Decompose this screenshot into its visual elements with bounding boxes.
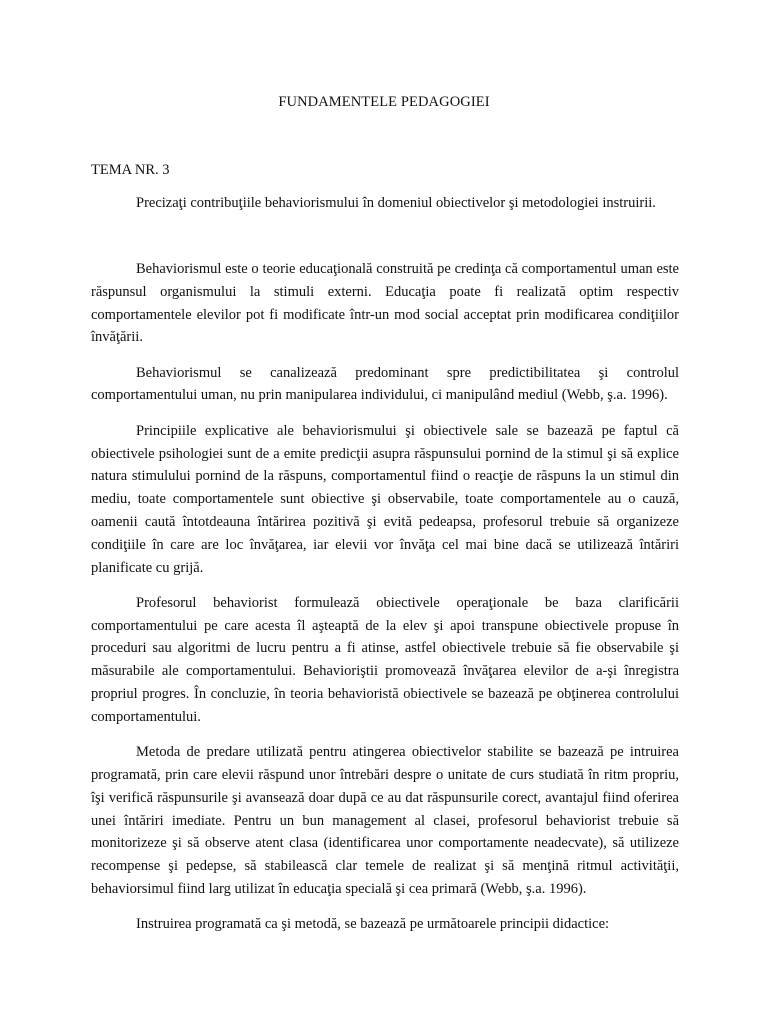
paragraph-predictability: Behaviorismul se canalizează predominant spre predictibilitatea şi controlul comportamentului uman, nu prin manipularea individului, ci manipulând mediul (Webb, ş.a. 1996). (91, 364, 679, 404)
document-body (91, 258, 679, 949)
paragraph-programmed-instruction: Instruirea programată ca şi metodă, se bazează pe următoarele principii didactice: (136, 916, 610, 933)
document-title: FUNDAMENTELE PEDAGOGIEI (278, 94, 490, 110)
paragraph-teaching-method: Metoda de predare utilizată pentru atingerea obiectivelor stabilite se bazează pe intruirea programată, prin care elevii răspund unor întrebări despre o unitate de curs studiată în ritm propriu, îşi verifică răspunsurile şi avansează doar după ce au dat răspunsurile corect, avantajul fiind oferirea unei întăriri imediate. Pentru un bun management al clasei, profesorul behaviorist trebuie să monitorizeze şi să observe atent clasa (identificarea unor comportamente neadecvate), să utilizeze recompense şi pedepse, să stabilească clar temele de realizat şi să menţină ritmul activităţii, behaviorsimul fiind larg utilizat în educaţia specială şi cea primară (Webb, ş.a. 1996). (91, 744, 679, 897)
paragraph-principles: Principiile explicative ale behaviorismului şi obiectivele sale se bazează pe faptul că obiectivele psihologiei sunt de a emite predicţii asupra răspunsului pornind de la stimul şi să explice natura stimulului pornind de la răspuns, comportamentul fiind o reacţie de răspuns la un stimul din mediu, toate comportamentele sunt obiective şi observabile, toate comportamentele au o cauză, oamenii caută întotdeauna întărirea pozitivă şi evită pedeapsa, profesorul trebuie să organizeze condiţiile în care are loc învăţarea, iar elevii vor învăţa cel mai bine dacă se utilizează întăriri planificate cu grijă. (91, 422, 679, 576)
topic-number: TEMA NR. 3 (91, 162, 170, 178)
paragraph-behaviorist-teacher: Profesorul behaviorist formulează obiectivele operaţionale be baza clarificării comportamentului pe care acesta îl aşteaptă de la elev şi apoi transpune obiectivele propuse în proceduri sau algoritmi de lucru pentru a fi atinse, astfel obiectivele trebuie să fie observabile şi măsurabile ale comportamentului. Behavioriştii promovează învăţarea elevilor de a-şi înregistra propriul progres. În concluzie, în teoria behavioristă obiectivele se bazează pe obţinerea controlului comportamentului. (91, 594, 679, 725)
paragraph-behaviorism-definition: Behaviorismul este o teorie educaţională construită pe credinţa că comportamentul uman este răspunsul organismului la stimuli externi. Educaţia poate fi realizată optim respectiv comportamentele elevilor pot fi modificate într-un mod social acceptat prin modificarea condiţiilor învăţării. (91, 261, 679, 346)
assignment-prompt: Precizaţi contribuţiile behaviorismului în domeniul obiectivelor şi metodologiei instruirii. (136, 195, 656, 211)
